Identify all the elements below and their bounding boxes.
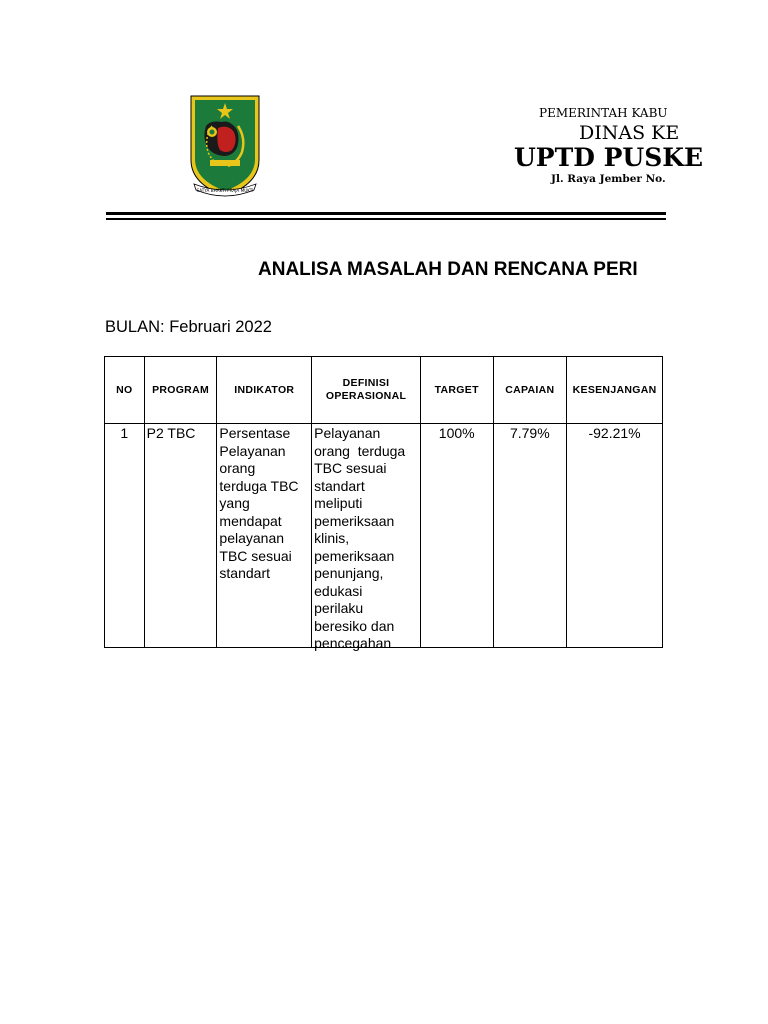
col-header-definisi-line1: DEFINISI (342, 377, 390, 389)
cell-program (144, 424, 217, 648)
cell-kesenjangan (567, 424, 663, 648)
col-header-definisi-line2: OPERASIONAL (325, 390, 407, 402)
header-agency-line: DINAS KE (579, 122, 680, 144)
cell-no (105, 424, 145, 648)
definisi-line: orang terduga (314, 442, 406, 459)
header-uptd-title: UPTD PUSKE (514, 143, 704, 172)
header-government-line: PEMERINTAH KABU (539, 106, 668, 120)
indikator-line: mendapat (219, 512, 282, 529)
cell-target (420, 424, 493, 648)
indikator-line: standart (219, 565, 271, 581)
definisi-line: beresiko dan (314, 617, 395, 634)
col-header-definisi (312, 357, 421, 424)
table-header-row (105, 357, 663, 424)
header-divider-thin (106, 218, 666, 220)
indikator-line: terduga TBC (219, 477, 299, 494)
col-header-indikator: INDIKATOR (217, 357, 312, 424)
definisi-line: meliputi (314, 495, 363, 511)
header-divider-thick (106, 212, 666, 215)
month-line (105, 318, 272, 337)
col-header-capaian: CAPAIAN (493, 357, 567, 424)
document-title: ANALISA MASALAH DAN RENCANA PERI (258, 259, 638, 280)
cell-no-text: 1 (120, 425, 129, 441)
cell-capaian-text: 7.79% (509, 425, 550, 441)
cell-indikator (217, 424, 312, 648)
cell-indikator-text (217, 424, 311, 647)
definisi-line: standart (314, 477, 365, 494)
definisi-line: perilaku (314, 600, 364, 616)
indikator-line: TBC sesuai (219, 547, 292, 564)
analysis-table (104, 356, 663, 651)
indikator-line: pelayanan (219, 530, 285, 546)
jember-coat-of-arms-logo (188, 92, 262, 202)
col-header-kesenjangan: KESENJANGAN (567, 357, 663, 424)
cell-definisi (312, 424, 421, 651)
indikator-line: Pelayanan (219, 442, 286, 459)
month-value: Februari 2022 (169, 318, 272, 336)
indikator-line: Persentase (219, 425, 291, 441)
cell-program-text: P2 TBC (146, 425, 196, 441)
definisi-line: pemeriksaan (314, 512, 395, 529)
table-row (105, 424, 663, 648)
month-label: BULAN: (105, 318, 165, 336)
cell-target-text: 100% (438, 425, 475, 441)
definisi-line: pencegahan (314, 635, 392, 651)
cell-capaian (493, 424, 567, 648)
header-address: Jl. Raya Jember No. (551, 173, 666, 185)
definisi-line: klinis, (314, 530, 350, 546)
cell-definisi-text (312, 424, 420, 651)
logo-ribbon-text: SATYA BHAKTI PRAJA MUKTI (196, 188, 254, 193)
col-header-program: PROGRAM (144, 357, 217, 424)
cell-kesenjangan-text: -92.21% (588, 425, 641, 441)
definisi-line: penunjang, (314, 565, 384, 581)
col-header-no: NO (105, 357, 145, 424)
definisi-line: edukasi (314, 582, 363, 599)
definisi-line: pemeriksaan (314, 547, 395, 564)
indikator-line: orang (219, 460, 256, 476)
definisi-line: TBC sesuai (314, 460, 387, 476)
col-header-target: TARGET (420, 357, 493, 424)
indikator-line: yang (219, 495, 250, 511)
definisi-line: Pelayanan (314, 425, 381, 441)
